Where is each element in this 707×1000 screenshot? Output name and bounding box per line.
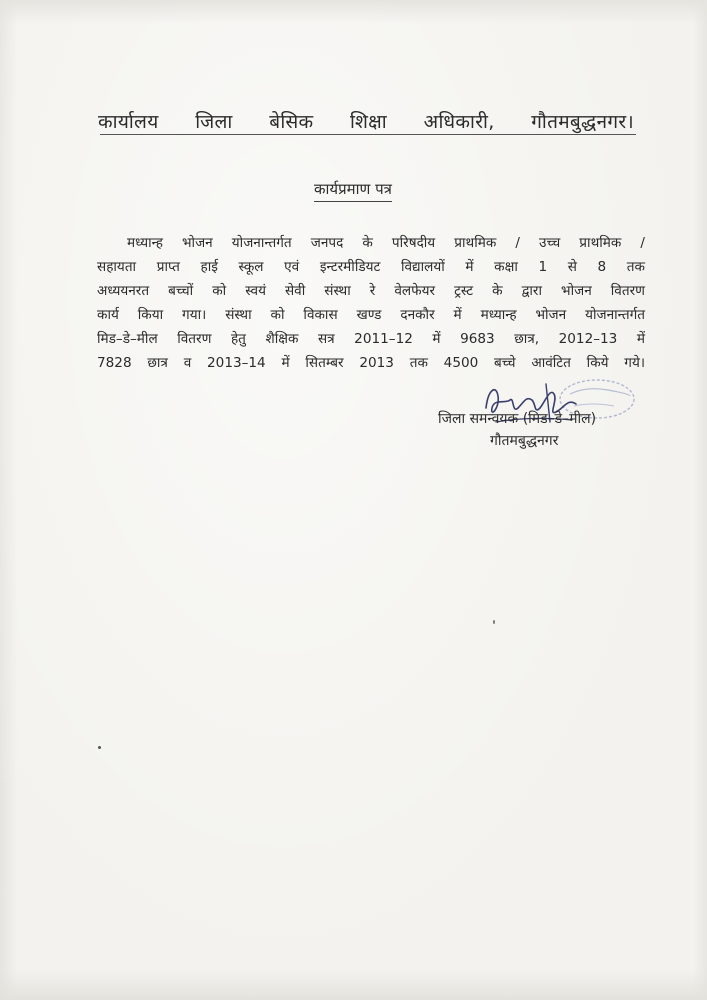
header-word: जिला (195, 111, 233, 133)
header-word: कार्यालय (98, 111, 159, 133)
body-line: अध्ययनरत बच्चों को स्वयं सेवी संस्था रे वेलफेयर ट्रस्ट के द्वारा भोजन वितरण (97, 283, 645, 299)
scan-edge-bottom (0, 970, 707, 1000)
document-title: कार्यप्रमाण पत्र (314, 179, 392, 202)
body-line: मिड–डे–मील वितरण हेतु शैक्षिक सत्र 2011–12 में 9683 छात्र, 2012–13 में (97, 331, 645, 347)
signatory-place: गौतमबुद्धनगर (490, 433, 559, 449)
body-line: सहायता प्राप्त हाई स्कूल एवं इन्टरमीडियट विद्यालयों में कक्षा 1 से 8 तक (97, 259, 645, 275)
header-word: शिक्षा (350, 111, 388, 133)
body-line: मध्यान्ह भोजन योजनान्तर्गत जनपद के परिषदीय प्राथमिक / उच्च प्राथमिक / (127, 235, 645, 251)
scan-edge-top (0, 0, 707, 24)
header-word: बेसिक (269, 111, 314, 133)
office-header (98, 108, 634, 134)
signatory-block (438, 408, 596, 452)
body-line: कार्य किया गया। संस्था को विकास खण्ड दनकौर में मध्यान्ह भोजन योजनान्तर्गत (97, 307, 645, 323)
header-word: गौतमबुद्धनगर। (531, 111, 634, 133)
header-word: अधिकारी, (423, 111, 495, 133)
scan-speck (98, 746, 101, 749)
scan-speck (493, 620, 495, 624)
body-paragraph (97, 231, 645, 375)
body-line: 7828 छात्र व 2013–14 में सितम्बर 2013 तक 4500 बच्चे आवंटित किये गये। (97, 355, 645, 371)
header-underline (100, 134, 636, 135)
signatory-designation: जिला समन्वयक (मिड–डे–मील) (438, 411, 597, 427)
